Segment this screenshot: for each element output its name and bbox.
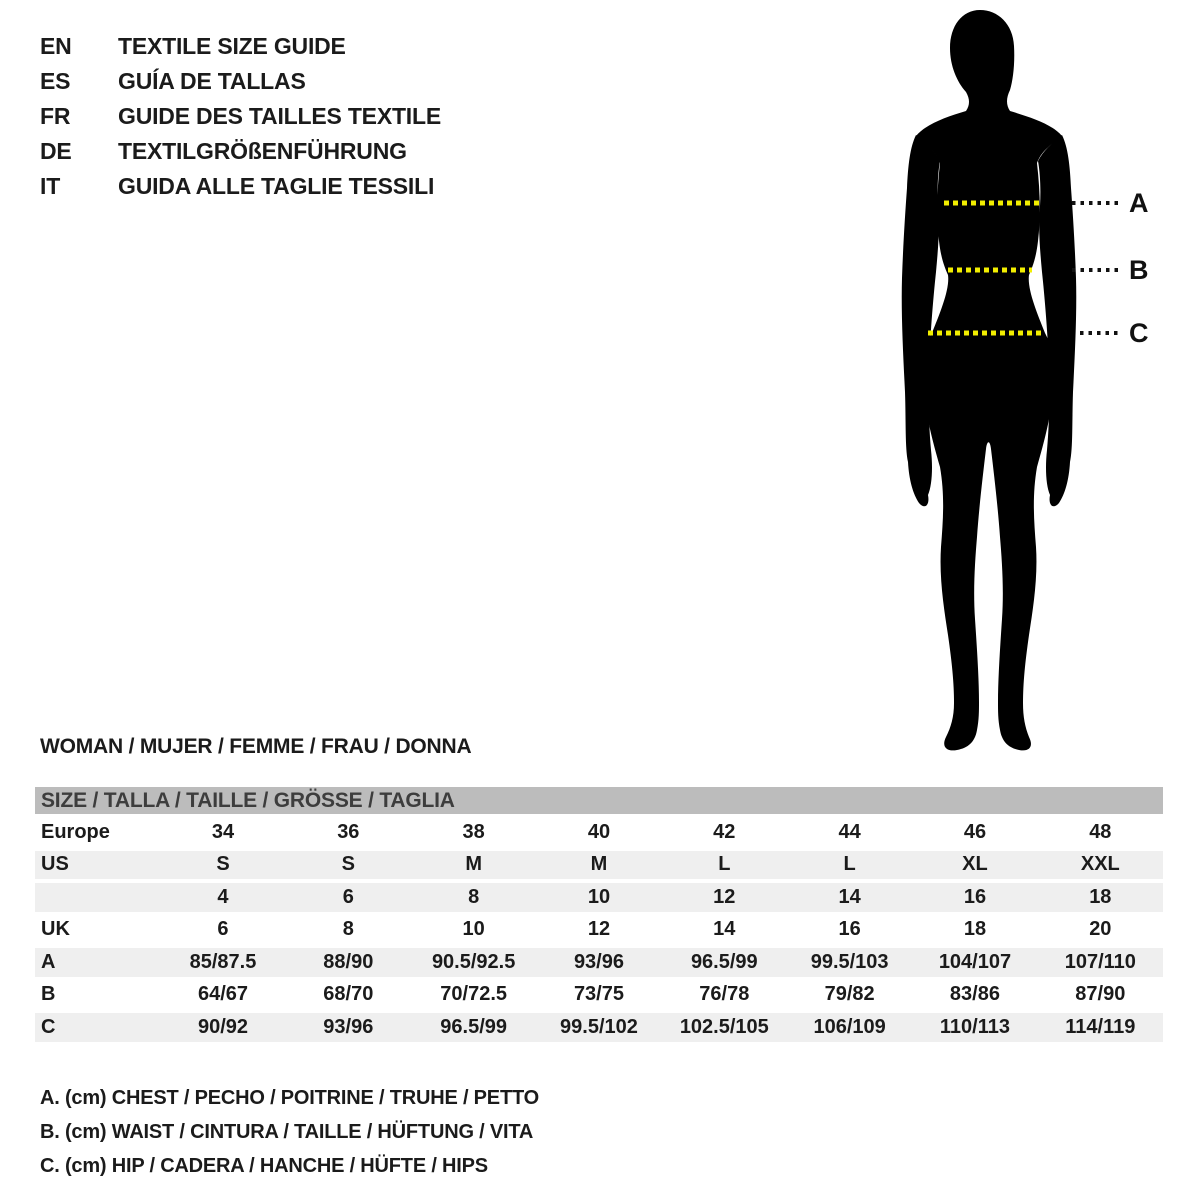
table-row-c	[35, 1011, 1163, 1044]
table-cell: 83/86	[912, 979, 1037, 1012]
row-label	[35, 881, 160, 914]
table-cell: 12	[536, 914, 661, 947]
language-title: GUÍA DE TALLAS	[118, 68, 306, 94]
table-cell: 12	[662, 881, 787, 914]
table-row-us	[35, 849, 1163, 882]
language-title: TEXTILE SIZE GUIDE	[118, 33, 346, 59]
row-label: C	[35, 1011, 160, 1044]
marker-label-c: C	[1129, 318, 1149, 348]
language-title: TEXTILGRÖßENFÜHRUNG	[118, 138, 407, 164]
table-cell: 44	[787, 816, 912, 849]
table-row-b	[35, 979, 1163, 1012]
table-cell: 64/67	[160, 979, 285, 1012]
size-table-header-row	[35, 787, 1163, 816]
table-cell: 42	[662, 816, 787, 849]
table-cell: 8	[411, 881, 536, 914]
table-cell: 8	[286, 914, 411, 947]
size-table	[35, 787, 1163, 1046]
language-code: DE	[40, 138, 72, 164]
table-row-us-numeric	[35, 881, 1163, 914]
table-cell: 10	[536, 881, 661, 914]
table-row-a	[35, 946, 1163, 979]
table-cell: M	[536, 849, 661, 882]
row-label: Europe	[35, 816, 160, 849]
table-cell: 20	[1038, 914, 1163, 947]
table-cell: 88/90	[286, 946, 411, 979]
table-cell: 99.5/103	[787, 946, 912, 979]
table-cell: 34	[160, 816, 285, 849]
table-cell: 96.5/99	[411, 1011, 536, 1044]
language-list	[40, 29, 441, 204]
language-row-es	[40, 64, 441, 99]
table-row-uk	[35, 914, 1163, 947]
table-cell: 14	[787, 881, 912, 914]
table-cell: L	[662, 849, 787, 882]
table-cell: 96.5/99	[662, 946, 787, 979]
language-title: GUIDE DES TAILLES TEXTILE	[118, 103, 441, 129]
table-cell: 16	[912, 881, 1037, 914]
table-cell: 90.5/92.5	[411, 946, 536, 979]
table-cell: 10	[411, 914, 536, 947]
table-cell: 104/107	[912, 946, 1037, 979]
legend-item-b: B. (cm) WAIST / CINTURA / TAILLE / HÜFTUNG / VITA	[40, 1121, 534, 1143]
table-cell: 99.5/102	[536, 1011, 661, 1044]
table-cell: 46	[912, 816, 1037, 849]
table-cell: M	[411, 849, 536, 882]
table-cell: 93/96	[286, 1011, 411, 1044]
language-code: FR	[40, 103, 71, 129]
legend-item-c: C. (cm) HIP / CADERA / HANCHE / HÜFTE / HIPS	[40, 1155, 488, 1177]
woman-silhouette-figure	[880, 0, 1200, 760]
marker-label-b: B	[1129, 255, 1149, 285]
row-label: US	[35, 849, 160, 882]
language-row-en	[40, 29, 441, 64]
table-cell: 6	[160, 914, 285, 947]
table-cell: 16	[787, 914, 912, 947]
language-code: ES	[40, 68, 71, 94]
language-code: IT	[40, 173, 61, 199]
language-row-fr	[40, 99, 441, 134]
table-cell: 6	[286, 881, 411, 914]
language-title: GUIDA ALLE TAGLIE TESSILI	[118, 173, 435, 199]
table-cell: 70/72.5	[411, 979, 536, 1012]
table-cell: XL	[912, 849, 1037, 882]
table-cell: 76/78	[662, 979, 787, 1012]
table-cell: 18	[1038, 881, 1163, 914]
language-row-de	[40, 134, 441, 169]
table-cell: 87/90	[1038, 979, 1163, 1012]
table-cell: 79/82	[787, 979, 912, 1012]
language-row-it	[40, 169, 441, 204]
language-code: EN	[40, 33, 72, 59]
table-cell: 114/119	[1038, 1011, 1163, 1044]
table-cell: 110/113	[912, 1011, 1037, 1044]
table-cell: 107/110	[1038, 946, 1163, 979]
marker-label-a: A	[1129, 188, 1149, 218]
table-cell: 102.5/105	[662, 1011, 787, 1044]
woman-silhouette	[916, 10, 1062, 750]
table-cell: 38	[411, 816, 536, 849]
table-cell: 18	[912, 914, 1037, 947]
table-cell: S	[160, 849, 285, 882]
woman-right-arm	[1038, 135, 1076, 506]
row-label: B	[35, 979, 160, 1012]
table-cell: 36	[286, 816, 411, 849]
table-cell: 85/87.5	[160, 946, 285, 979]
table-cell: S	[286, 849, 411, 882]
table-cell: L	[787, 849, 912, 882]
table-cell: 14	[662, 914, 787, 947]
table-row-europe	[35, 816, 1163, 849]
measurement-legend	[40, 1081, 539, 1183]
size-table-header: SIZE / TALLA / TAILLE / GRÖSSE / TAGLIA	[35, 787, 1163, 816]
table-cell: 40	[536, 816, 661, 849]
row-label: A	[35, 946, 160, 979]
table-cell: 68/70	[286, 979, 411, 1012]
table-cell: XXL	[1038, 849, 1163, 882]
table-cell: 48	[1038, 816, 1163, 849]
woman-left-arm	[902, 135, 940, 506]
section-title-woman: WOMAN / MUJER / FEMME / FRAU / DONNA	[40, 735, 472, 758]
table-cell: 73/75	[536, 979, 661, 1012]
table-cell: 4	[160, 881, 285, 914]
table-cell: 106/109	[787, 1011, 912, 1044]
row-label: UK	[35, 914, 160, 947]
legend-item-a: A. (cm) CHEST / PECHO / POITRINE / TRUHE / PETTO	[40, 1087, 539, 1109]
table-cell: 93/96	[536, 946, 661, 979]
table-cell: 90/92	[160, 1011, 285, 1044]
